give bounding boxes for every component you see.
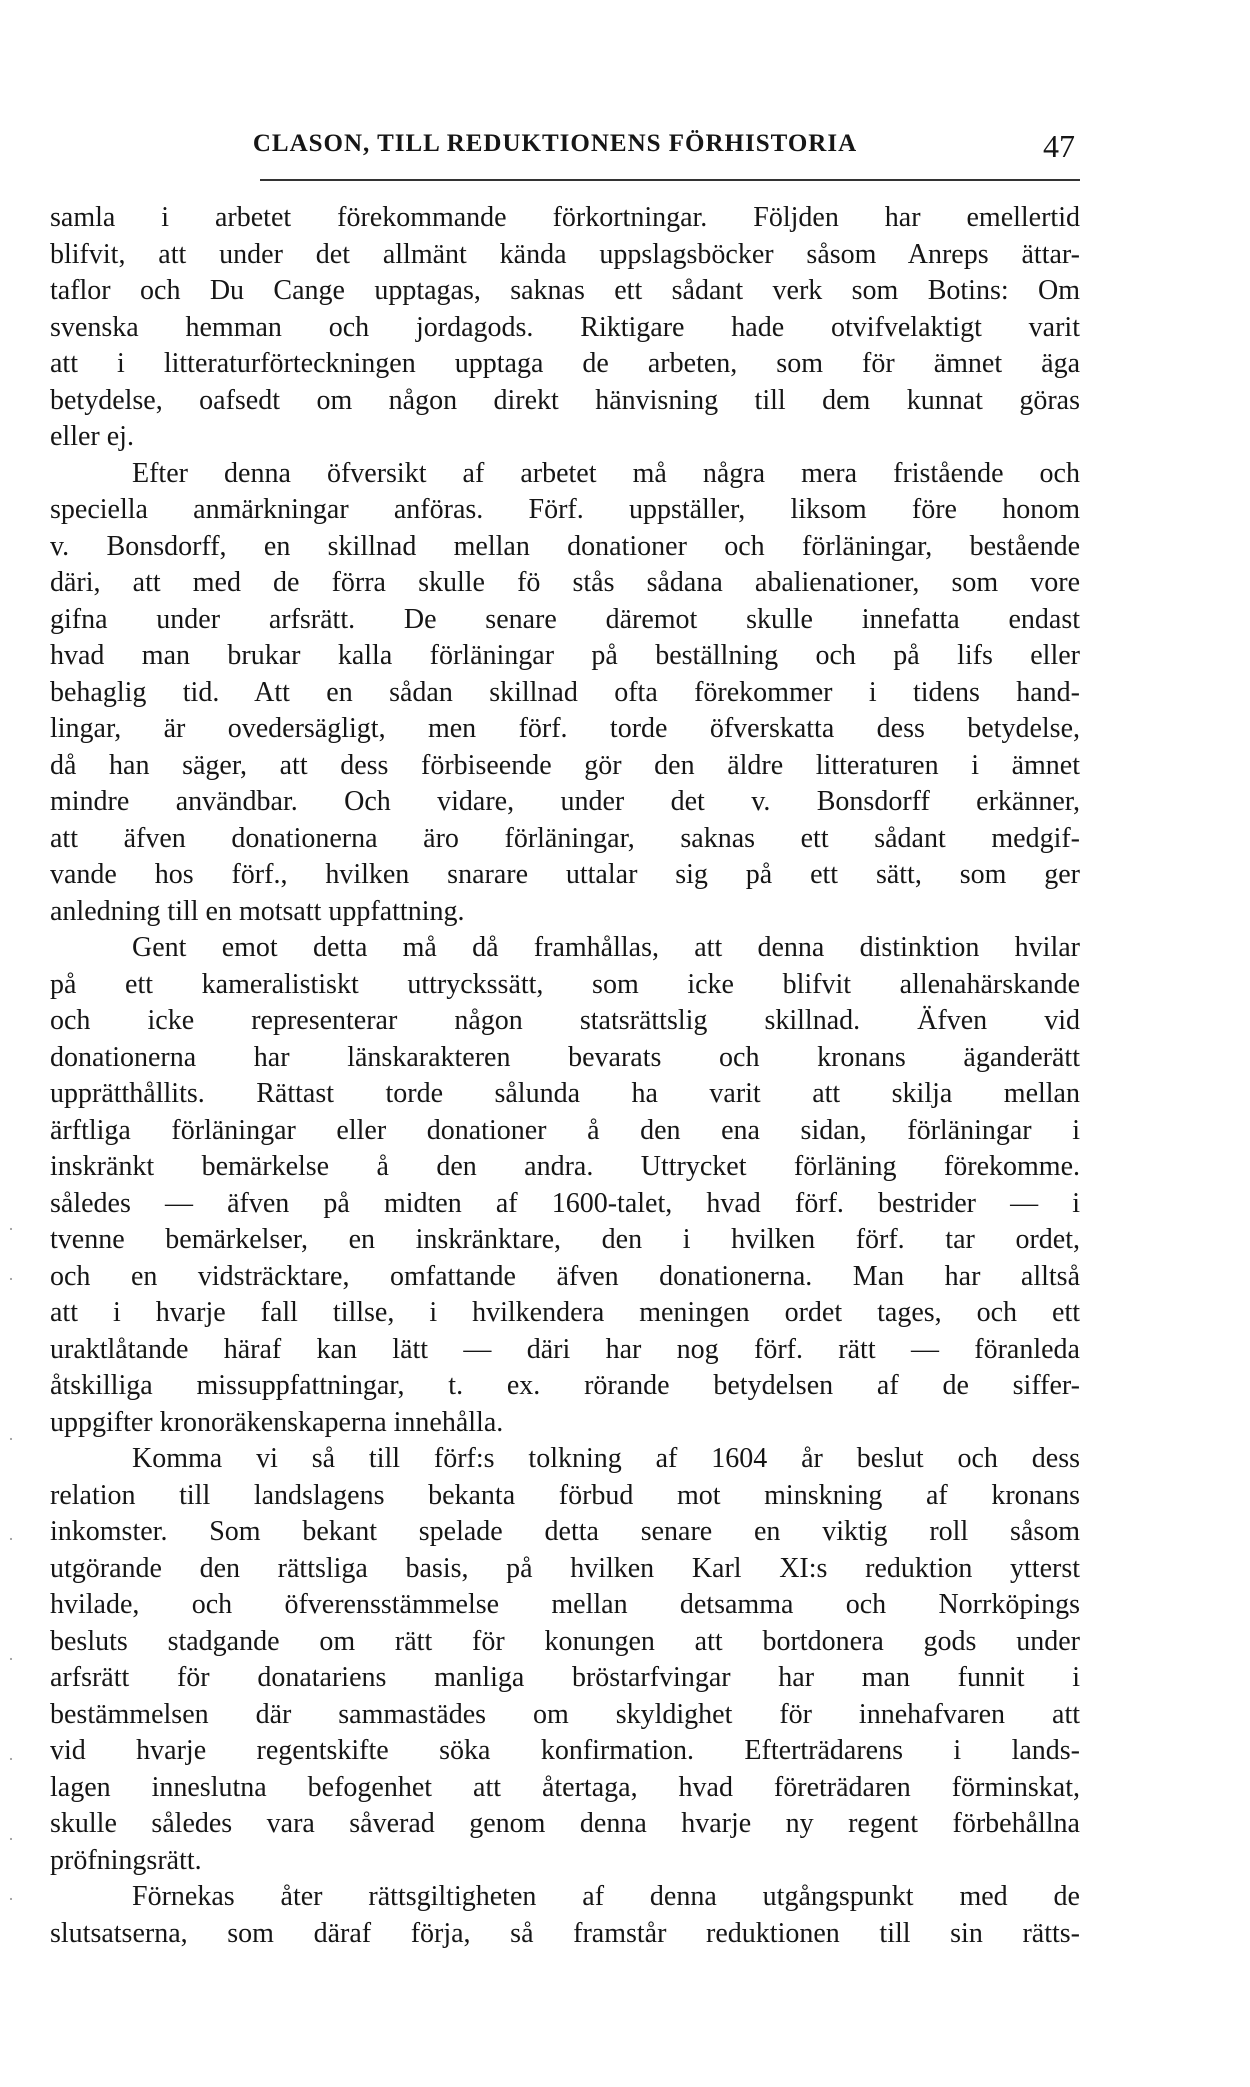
text-line: däri, att med de förra skulle fö stås sådana abalienationer, som vore [50, 567, 1080, 598]
text-line: och icke representerar någon statsrättslig skillnad. Äfven vid [50, 1005, 1080, 1036]
text-line: Komma vi så till förf:s tolkning af 1604 år beslut och dess [132, 1443, 1080, 1474]
text-line: uraktlåtande häraf kan lätt — däri har nog förf. rätt — föranleda [50, 1333, 1080, 1365]
text-line: arfsrätt för donatariens manliga bröstarfvingar har man funnit i [50, 1662, 1080, 1693]
body-text [50, 200, 1080, 1952]
page-number: 47 [1043, 128, 1075, 164]
text-line: gifna under arfsrätt. De senare däremot skulle innefatta endast [50, 603, 1080, 635]
margin-speck: · [8, 1429, 14, 1449]
text-line: taflor och Du Cange upptagas, saknas ett sådant verk som Botins: Om [50, 275, 1080, 306]
text-line: vande hos förf., hvilken snarare uttalar sig på ett sätt, som ger [50, 859, 1080, 890]
margin-speck: · [8, 1889, 14, 1909]
margin-speck: · [8, 1649, 14, 1669]
text-line: betydelse, oafsedt om någon direkt hänvisning till dem kunnat göras [50, 384, 1080, 416]
margin-speck: · [8, 1829, 14, 1849]
text-line: åtskilliga missuppfattningar, t. ex. rörande betydelsen af de siffer- [50, 1370, 1080, 1401]
text-line: ärftliga förläningar eller donationer å den ena sidan, förläningar i [50, 1114, 1080, 1146]
text-line: hvilade, och öfverensstämmelse mellan detsamma och Norrköpings [50, 1589, 1080, 1620]
running-head [55, 128, 1075, 168]
text-line: utgörande den rättsliga basis, på hvilken Karl XI:s reduktion ytterst [50, 1552, 1080, 1584]
text-line: inkomster. Som bekant spelade detta senare en viktig roll såsom [50, 1516, 1080, 1547]
text-line: då han säger, att dess förbiseende gör den äldre litteraturen i ämnet [50, 749, 1080, 781]
text-line: Gent emot detta må då framhållas, att denna distinktion hvilar [132, 932, 1080, 963]
text-line: lagen inneslutna befogenhet att återtaga, hvad företrädaren förminskat, [50, 1771, 1080, 1803]
text-line: relation till landslagens bekanta förbud mot minskning af kronans [50, 1479, 1080, 1511]
text-line: att i litteraturförteckningen upptaga de arbeten, som för ämnet äga [50, 348, 1080, 379]
text-line: inskränkt bemärkelse å den andra. Uttrycket förläning förekomme. [50, 1151, 1080, 1182]
text-line: bestämmelsen där sammastädes om skyldighet för innehafvaren att [50, 1698, 1080, 1730]
text-line: donationerna har länskarakteren bevarats och kronans äganderätt [50, 1041, 1080, 1073]
text-line: pröfningsrätt. [50, 1844, 202, 1876]
text-line: besluts stadgande om rätt för konungen att bortdonera gods under [50, 1625, 1080, 1657]
text-line: uppgifter kronoräkenskaperna innehålla. [50, 1406, 504, 1438]
text-line: mindre användbar. Och vidare, under det v. Bonsdorff erkänner, [50, 786, 1080, 817]
text-line: hvad man brukar kalla förläningar på beställning och på lifs eller [50, 640, 1080, 671]
text-line: att äfven donationerna äro förläningar, saknas ett sådant medgif- [50, 822, 1080, 854]
margin-speck: · [8, 1529, 14, 1549]
text-line: speciella anmärkningar anföras. Förf. uppställer, liksom före honom [50, 494, 1080, 525]
text-line: Efter denna öfversikt af arbetet må några mera fristående och [132, 457, 1080, 489]
text-line: blifvit, att under det allmänt kända uppslagsböcker såsom Anreps ättar- [50, 238, 1080, 270]
text-line: på ett kameralistiskt uttryckssätt, som icke blifvit allenahärskande [50, 968, 1080, 1000]
margin-speck: · [8, 1269, 14, 1289]
text-line: upprätthållits. Rättast torde sålunda ha varit att skilja mellan [50, 1078, 1080, 1109]
text-line: samla i arbetet förekommande förkortningar. Följden har emellertid [50, 202, 1080, 233]
text-line: anledning till en motsatt uppfattning. [50, 895, 465, 927]
text-line: v. Bonsdorff, en skillnad mellan donationer och förläningar, bestående [50, 530, 1080, 562]
text-line: lingar, är ovedersägligt, men förf. torde öfverskatta dess betydelse, [50, 713, 1080, 744]
header-rule [260, 179, 1080, 181]
text-line: Förnekas åter rättsgiltigheten af denna utgångspunkt med de [132, 1881, 1080, 1912]
text-line: skulle således vara såverad genom denna hvarje ny regent förbehållna [50, 1808, 1080, 1839]
text-line: slutsatserna, som däraf förja, så framstår reduktionen till sin rätts- [50, 1917, 1080, 1949]
text-line: tvenne bemärkelser, en inskränktare, den i hvilken förf. tar ordet, [50, 1224, 1080, 1255]
margin-speck: · [8, 1219, 14, 1239]
running-title: CLASON, TILL REDUKTIONENS FÖRHISTORIA [252, 130, 858, 157]
text-line: således — äfven på midten af 1600-talet, hvad förf. bestrider — i [50, 1187, 1080, 1219]
margin-speck: · [8, 1749, 14, 1769]
text-line: eller ej. [50, 421, 134, 452]
text-line: vid hvarje regentskifte söka konfirmation. Efterträdarens i lands- [50, 1735, 1080, 1766]
text-line: och en vidsträcktare, omfattande äfven donationerna. Man har alltså [50, 1260, 1080, 1292]
margin-specks [0, 1190, 40, 1990]
text-line: att i hvarje fall tillse, i hvilkendera meningen ordet tages, och ett [50, 1297, 1080, 1328]
text-line: svenska hemman och jordagods. Riktigare hade otvifvelaktigt varit [50, 311, 1080, 343]
text-line: behaglig tid. Att en sådan skillnad ofta förekommer i tidens hand- [50, 676, 1080, 708]
